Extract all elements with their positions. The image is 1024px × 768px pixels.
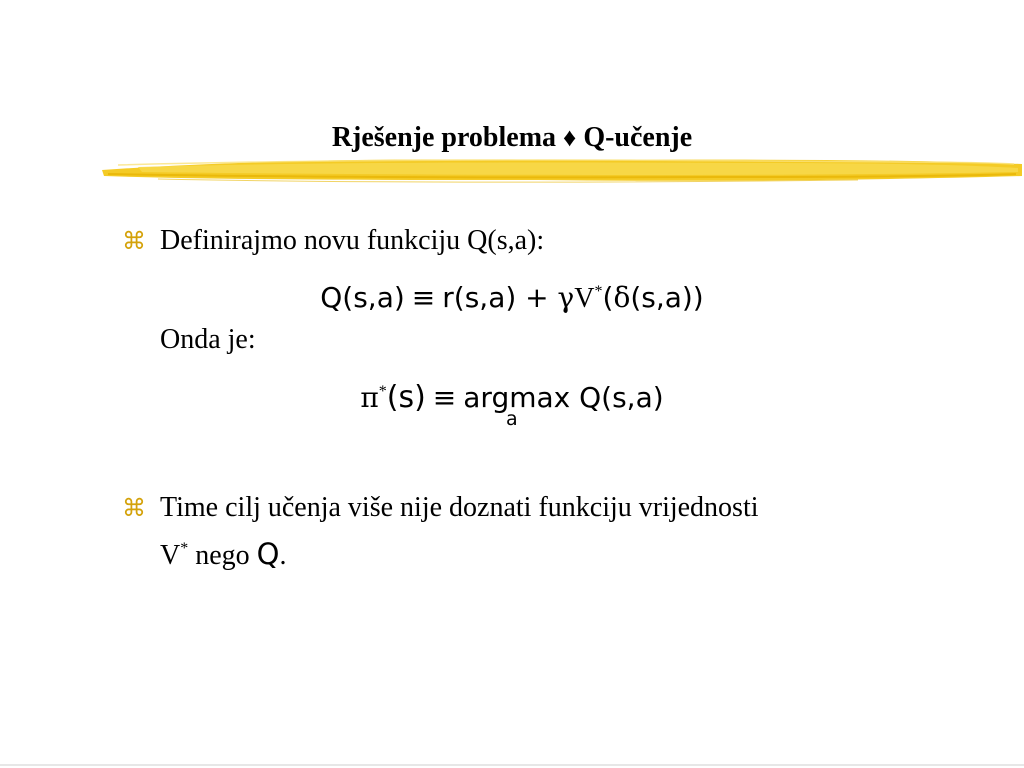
formula-q-definition bbox=[0, 272, 1024, 319]
bullet-item-2 bbox=[122, 488, 759, 528]
argmax-subscript: a bbox=[506, 408, 518, 430]
bullet-command-icon: ⌘ bbox=[122, 494, 146, 522]
bullet2-mid: nego bbox=[188, 540, 257, 571]
formula2-star: * bbox=[378, 383, 387, 400]
formula1-gamma: γ bbox=[557, 281, 575, 314]
formula1-V: V bbox=[574, 283, 595, 314]
bottom-divider bbox=[0, 764, 1024, 766]
formula1-equiv: ≡ bbox=[411, 281, 436, 314]
formula2-rhs: argmax Q(s,a) bbox=[463, 381, 664, 414]
diamond-icon: ♦ bbox=[563, 123, 577, 152]
bullet-2-line1: Time cilj učenja više nije doznati funkciju vrijednosti bbox=[160, 492, 759, 523]
bullet2-star: * bbox=[180, 540, 189, 557]
formula1-paren: ( bbox=[602, 281, 614, 314]
formula2-pi: π bbox=[360, 381, 379, 414]
formula1-tail: (s,a)) bbox=[630, 281, 704, 314]
highlight-brush-stroke bbox=[98, 150, 1024, 186]
formula2-equiv: ≡ bbox=[432, 381, 457, 414]
bullet2-end: . bbox=[279, 540, 287, 571]
onda-je-text: Onda je: bbox=[160, 324, 256, 355]
formula2-s: (s) bbox=[386, 380, 426, 415]
bullet2-V: V bbox=[160, 540, 181, 571]
title-part1: Rješenje problema bbox=[331, 122, 557, 153]
title-part2: Q-učenje bbox=[583, 122, 693, 153]
formula1-r: r(s,a) + bbox=[442, 281, 558, 314]
bullet2-Q: Q bbox=[256, 537, 280, 571]
bullet-item-1 bbox=[122, 221, 544, 261]
formula1-delta: δ bbox=[613, 281, 631, 314]
formula1-lhs: Q(s,a) bbox=[320, 281, 405, 314]
formula1-star: * bbox=[594, 283, 603, 300]
bullet-2-line2 bbox=[160, 529, 287, 576]
bullet-1-text: Definirajmo novu funkciju Q(s,a): bbox=[160, 225, 545, 256]
bullet-command-icon: ⌘ bbox=[122, 227, 146, 255]
